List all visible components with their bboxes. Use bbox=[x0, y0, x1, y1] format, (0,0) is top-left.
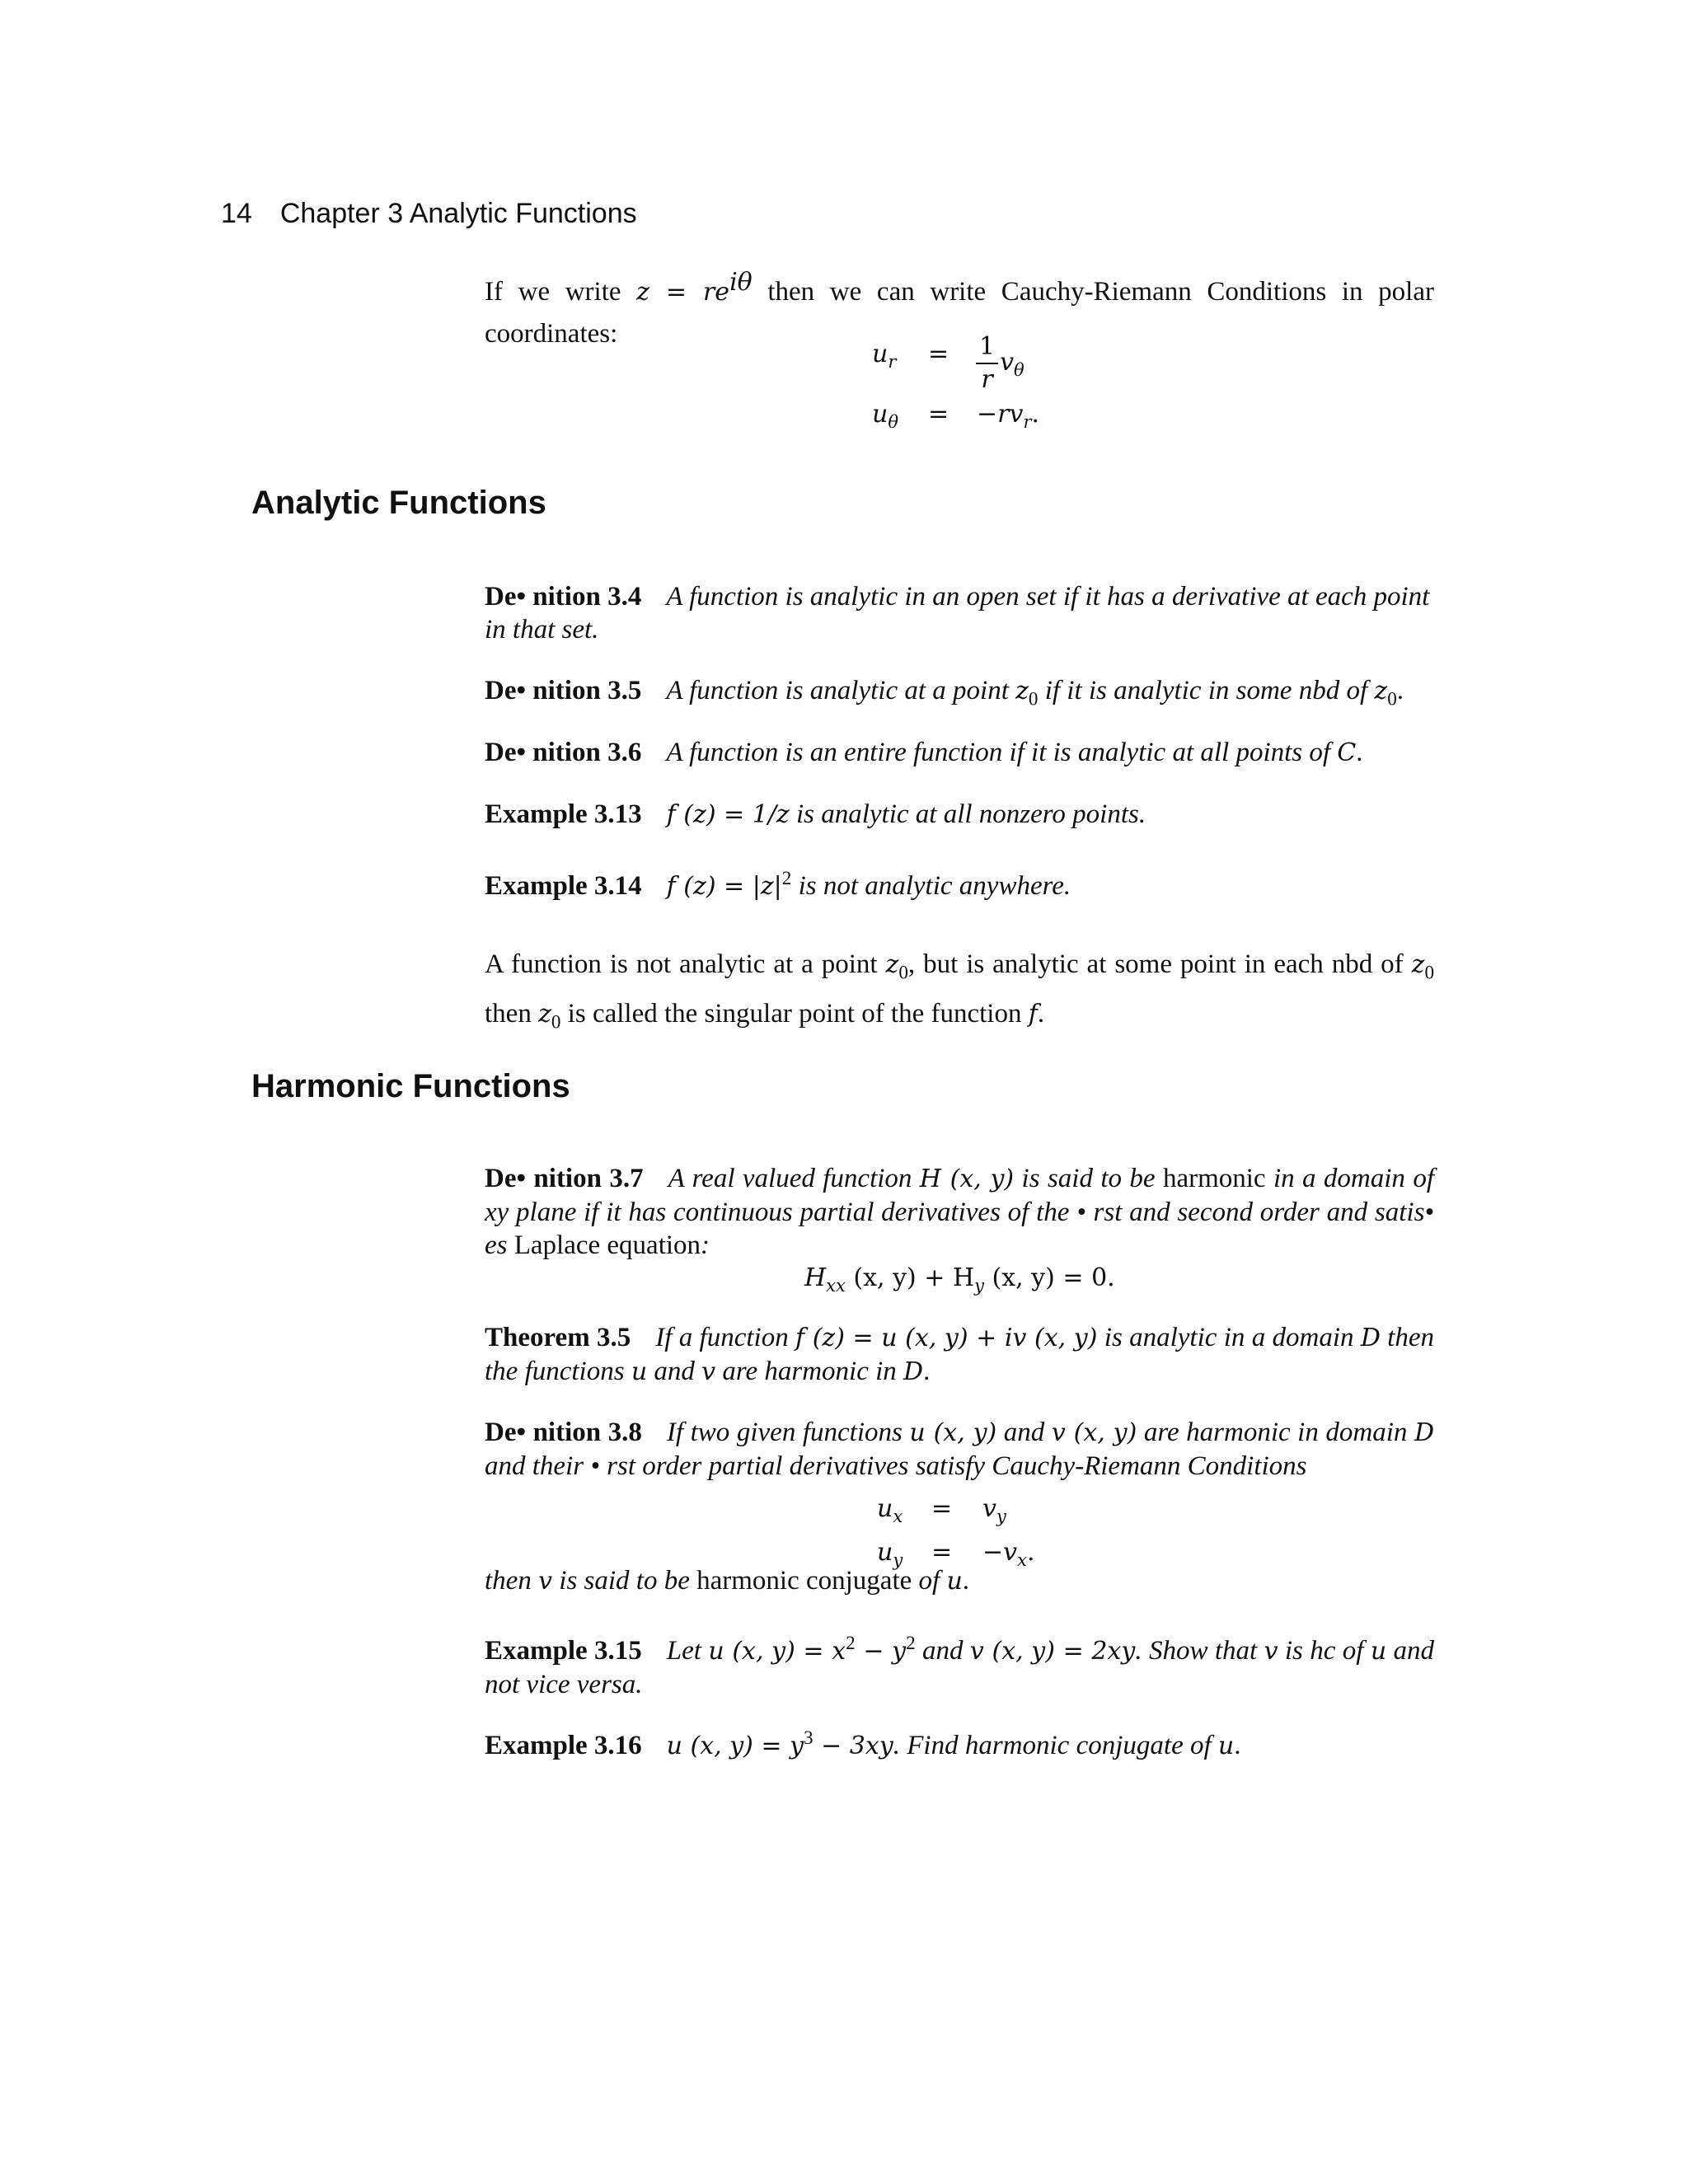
term-harmonic: harmonic bbox=[1162, 1164, 1266, 1193]
definition-label: De• nition 3.5 bbox=[485, 676, 642, 705]
definition-text: are harmonic in domain bbox=[1137, 1418, 1414, 1447]
math-superscript: 2 bbox=[781, 867, 792, 888]
cr-equation-row-1-lhs bbox=[877, 1494, 903, 1526]
math-d: D bbox=[1360, 1324, 1381, 1352]
period: . bbox=[1234, 1731, 1241, 1760]
eq-part: (x, y) = 0. bbox=[984, 1263, 1115, 1292]
math-subscript: 0 bbox=[898, 961, 908, 983]
math-u: u bbox=[1370, 1637, 1387, 1666]
chapter-title: Chapter 3 Analytic Functions bbox=[279, 198, 637, 229]
section-heading-analytic: Analytic Functions bbox=[251, 485, 546, 521]
example-math: − 3xy bbox=[813, 1732, 893, 1760]
definition-text: A function is analytic at a point bbox=[666, 676, 1016, 705]
math-u: u bbox=[946, 1567, 963, 1596]
theorem-label: Theorem 3.5 bbox=[485, 1323, 631, 1352]
theorem-text: are harmonic in bbox=[715, 1357, 904, 1386]
polar-equals-2: = bbox=[928, 400, 950, 429]
example-text: is hc of bbox=[1278, 1636, 1371, 1666]
definition-text: in a domain of xy plane if it has continuous partial derivatives of the • rst and second order and satis• es bbox=[485, 1164, 1434, 1260]
definition-text: If two given functions bbox=[666, 1418, 910, 1447]
laplace-equation bbox=[804, 1263, 1115, 1296]
definition-label: De• nition 3.6 bbox=[485, 738, 642, 767]
eq-subscript: r bbox=[888, 352, 897, 372]
eq-symbol: −v bbox=[982, 1538, 1018, 1567]
example-text: and not vice versa. bbox=[485, 1636, 1435, 1699]
example-label: Example 3.16 bbox=[485, 1731, 642, 1760]
term-laplace-equation: Laplace equation bbox=[513, 1230, 701, 1260]
math-z: z bbox=[538, 999, 551, 1029]
polar-equation-row-2 bbox=[872, 400, 898, 432]
definition-text: and their • rst order partial derivatives satisfy Cauchy-Riemann Conditions bbox=[485, 1451, 1307, 1481]
math-d: D bbox=[903, 1357, 924, 1386]
math-subscript: 0 bbox=[551, 1010, 561, 1033]
example-3-13 bbox=[485, 798, 1434, 832]
example-3-14 bbox=[485, 861, 1434, 903]
paragraph-text: then bbox=[485, 998, 539, 1029]
example-math: u (x, y) = y bbox=[666, 1732, 804, 1760]
math-z: z bbox=[1411, 950, 1425, 979]
math-z: z bbox=[885, 950, 899, 979]
definition-text: A function is analytic in an open set if it has a derivative at each point in that set. bbox=[485, 582, 1430, 644]
paragraph-text: is called the singular point of the function bbox=[560, 998, 1029, 1029]
intro-paragraph bbox=[485, 262, 1434, 354]
math-subscript: 0 bbox=[1028, 687, 1039, 710]
section-heading-harmonic: Harmonic Functions bbox=[251, 1068, 570, 1104]
math-u: u bbox=[631, 1357, 648, 1386]
intro-math-r: re bbox=[702, 278, 730, 307]
cr-equation-row-1-rhs bbox=[982, 1494, 1006, 1526]
definition-label: De• nition 3.8 bbox=[485, 1418, 642, 1447]
definition-text: then bbox=[485, 1566, 539, 1596]
theorem-text: If a function bbox=[655, 1323, 796, 1352]
example-text: and bbox=[915, 1636, 970, 1666]
example-label: Example 3.13 bbox=[485, 799, 642, 829]
math-f: f bbox=[1028, 999, 1038, 1029]
definition-text: A real valued function bbox=[668, 1164, 920, 1193]
eq-symbol: −rv bbox=[977, 400, 1024, 429]
example-text: Let bbox=[666, 1636, 709, 1666]
definition-text: A function is an entire function if it is analytic at all points of bbox=[666, 738, 1338, 767]
definition-math: u (x, y) bbox=[909, 1418, 997, 1447]
definition-3-8-conclusion bbox=[485, 1564, 1434, 1598]
eq-subscript: y bbox=[996, 1507, 1006, 1526]
eq-subscript: y bbox=[974, 1276, 984, 1296]
math-z: z bbox=[1374, 677, 1388, 705]
math-subscript: 0 bbox=[1424, 961, 1434, 983]
term-harmonic-conjugate: harmonic conjugate bbox=[696, 1566, 912, 1596]
theorem-text: is analytic in a domain bbox=[1097, 1323, 1361, 1352]
period: . bbox=[923, 1357, 931, 1386]
eq-subscript: x bbox=[893, 1507, 903, 1526]
definition-text: is said to be bbox=[1014, 1164, 1163, 1193]
eq-symbol: u bbox=[872, 400, 889, 429]
fraction-numerator: 1 bbox=[976, 331, 998, 364]
eq-symbol: v bbox=[982, 1494, 996, 1523]
period: . bbox=[1037, 998, 1045, 1029]
definition-3-5 bbox=[485, 674, 1434, 715]
math-v: v bbox=[701, 1357, 716, 1386]
eq-symbol: H bbox=[804, 1263, 827, 1292]
math-superscript: 3 bbox=[804, 1727, 814, 1748]
math-v: v bbox=[1264, 1637, 1278, 1666]
intro-math-eq: = bbox=[649, 278, 703, 307]
theorem-3-5 bbox=[485, 1321, 1434, 1389]
period: . bbox=[962, 1566, 970, 1596]
theorem-math: f (z) = u (x, y) + iv (x, y) bbox=[795, 1324, 1098, 1352]
example-text: . Find harmonic conjugate of bbox=[893, 1731, 1218, 1760]
eq-symbol: u bbox=[877, 1538, 893, 1567]
math-superscript: 2 bbox=[906, 1632, 916, 1653]
intro-text-1: If we write bbox=[485, 277, 637, 307]
cr-equals-1: = bbox=[931, 1494, 953, 1523]
definition-math: H (x, y) bbox=[919, 1165, 1015, 1193]
example-math: f (z) = |z| bbox=[666, 872, 782, 901]
definition-math: v (x, y) bbox=[1051, 1418, 1137, 1447]
eq-symbol: u bbox=[872, 340, 889, 368]
eq-subscript: xx bbox=[826, 1276, 846, 1296]
math-superscript: 2 bbox=[846, 1632, 856, 1653]
example-math: f (z) = 1/z bbox=[666, 800, 790, 829]
definition-3-4 bbox=[485, 580, 1434, 646]
example-math: u (x, y) = x bbox=[708, 1637, 846, 1666]
period: . bbox=[1396, 676, 1404, 705]
example-3-16 bbox=[485, 1721, 1434, 1763]
polar-rhs-2 bbox=[977, 400, 1039, 432]
example-3-15 bbox=[485, 1626, 1434, 1701]
definition-text: is said to be bbox=[552, 1566, 697, 1596]
page-number: 14 bbox=[221, 198, 252, 229]
intro-math-exp: iθ bbox=[729, 268, 753, 297]
intro-math-z: z bbox=[636, 278, 649, 307]
eq-subscript: x bbox=[1017, 1550, 1027, 1570]
eq-subscript: θ bbox=[888, 412, 898, 432]
example-math: − y bbox=[855, 1637, 907, 1666]
eq-symbol: u bbox=[877, 1494, 893, 1523]
definition-text: of bbox=[912, 1566, 947, 1596]
cr-equals-2: = bbox=[931, 1538, 953, 1567]
paragraph-text: , but is analytic at some point in each nbd of bbox=[907, 949, 1412, 979]
math-d: D bbox=[1414, 1418, 1435, 1447]
eq-period: . bbox=[1026, 1538, 1035, 1567]
intro-text-2: then we can write Cauchy-Riemann Conditions in polar coordinates: bbox=[485, 277, 1434, 349]
example-text: is analytic at all nonzero points. bbox=[789, 799, 1146, 829]
polar-equals-1: = bbox=[928, 340, 950, 368]
example-text: is not analytic anywhere. bbox=[791, 871, 1071, 901]
polar-rhs-1 bbox=[974, 331, 1025, 396]
math-u: u bbox=[1217, 1732, 1235, 1760]
polar-equation-row-1 bbox=[872, 340, 896, 372]
example-label: Example 3.14 bbox=[485, 871, 642, 901]
colon: : bbox=[701, 1230, 710, 1260]
eq-part: (x, y) + H bbox=[845, 1263, 975, 1292]
fraction-denominator: r bbox=[981, 365, 993, 394]
eq-period: . bbox=[1031, 400, 1040, 429]
eq-subscript: y bbox=[893, 1550, 903, 1570]
math-v: v bbox=[538, 1567, 553, 1596]
eq-subscript: r bbox=[1023, 412, 1032, 432]
definition-label: De• nition 3.7 bbox=[485, 1164, 644, 1193]
eq-symbol: v bbox=[1000, 348, 1015, 377]
example-math: v (x, y) = 2xy bbox=[969, 1637, 1136, 1666]
eq-subscript: θ bbox=[1014, 360, 1025, 380]
paragraph-text: A function is not analytic at a point bbox=[485, 949, 886, 979]
fraction bbox=[976, 331, 998, 396]
definition-3-6 bbox=[485, 736, 1434, 770]
theorem-text: then the functions bbox=[485, 1323, 1435, 1386]
definition-3-7 bbox=[485, 1162, 1434, 1262]
example-text: . Show that bbox=[1135, 1636, 1264, 1666]
definition-3-8 bbox=[485, 1416, 1434, 1483]
definition-text: and bbox=[996, 1418, 1052, 1447]
singular-point-paragraph bbox=[485, 944, 1434, 1042]
theorem-text: and bbox=[647, 1357, 702, 1386]
definition-label: De• nition 3.4 bbox=[485, 582, 642, 612]
period: . bbox=[1356, 738, 1363, 767]
definition-text: if it is analytic in some nbd of bbox=[1038, 676, 1375, 705]
example-label: Example 3.15 bbox=[485, 1636, 642, 1666]
running-header bbox=[221, 198, 637, 230]
math-subscript: 0 bbox=[1387, 687, 1397, 710]
math-z: z bbox=[1015, 677, 1029, 705]
math-c: C bbox=[1337, 738, 1357, 767]
